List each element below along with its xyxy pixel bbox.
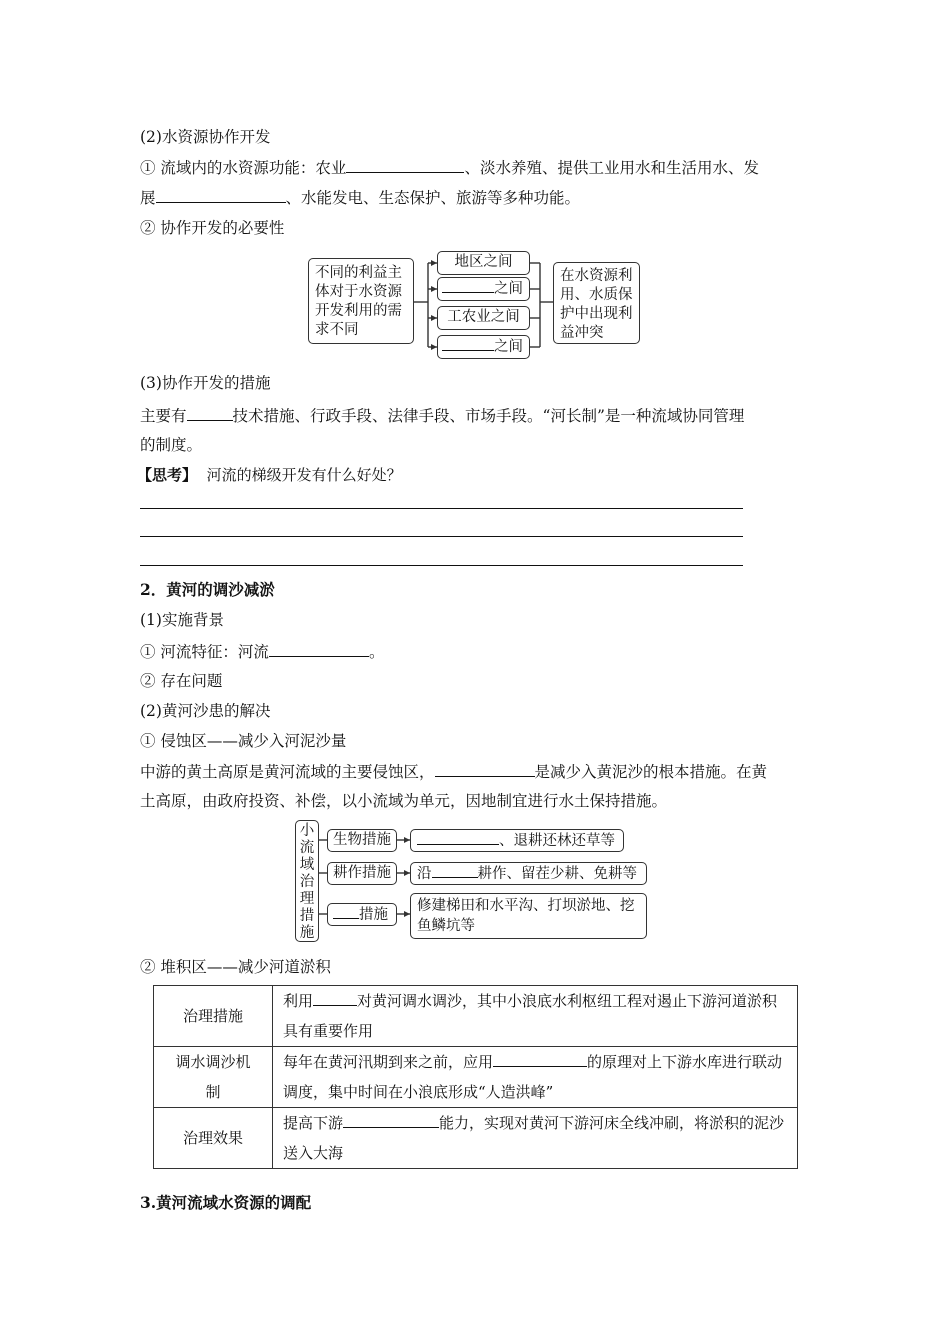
table-row bbox=[154, 1108, 798, 1169]
erosion-text-1: 中游的黄土高原是黄河流域的主要侵蚀区， 是减少入黄泥沙的根本措施。在黄 bbox=[140, 763, 768, 781]
diagram-stakeholders-box: 不同的利益主体对于水资源开发利用的需求不同 bbox=[308, 258, 414, 344]
measures-line-2: 的制度。 bbox=[140, 436, 203, 454]
heading-water-cooperation: (2)水资源协作开发 bbox=[140, 128, 271, 146]
tillage-measures-content: 沿 耕作、留茬少耕、免耕等 bbox=[410, 862, 647, 885]
tillage-measures-label: 耕作措施 bbox=[327, 862, 397, 885]
answer-line[interactable] bbox=[140, 508, 743, 509]
answer-line[interactable] bbox=[140, 565, 743, 566]
measures-line-1: 主要有 技术措施、行政手段、法律手段、市场手段。“河长制”是一种流域协同管理 bbox=[140, 407, 745, 425]
fill-blank[interactable] bbox=[442, 336, 494, 351]
fill-blank[interactable] bbox=[343, 1112, 439, 1128]
background-heading: (1)实施背景 bbox=[140, 611, 224, 629]
watershed-measures-vertical-label: 小 流 域 治 理 措 施 bbox=[295, 820, 319, 942]
fill-blank[interactable] bbox=[417, 830, 499, 845]
table-head-effect: 治理效果 bbox=[154, 1108, 273, 1169]
table-row bbox=[154, 986, 798, 1047]
sediment-control-table bbox=[153, 985, 798, 1169]
fill-blank[interactable] bbox=[269, 641, 369, 657]
think-question: 【思考】 河流的梯级开发有什么好处？ bbox=[137, 466, 402, 484]
biological-measures-content: 、退耕还林还草等 bbox=[410, 829, 624, 852]
engineering-measures-content: 修建梯田和水平沟、打坝淤地、挖鱼鳞坑等 bbox=[410, 893, 647, 939]
deposit-heading: ② 堆积区——减少河道淤积 bbox=[140, 958, 331, 976]
diagram-item-blank-1: 之间 bbox=[437, 277, 530, 301]
diagram-conflict-box: 在水资源利用、水质保护中出现利益冲突 bbox=[553, 262, 640, 344]
necessity-heading: ② 协作开发的必要性 bbox=[140, 219, 285, 237]
section-title-sediment: 2．黄河的调沙减淤 bbox=[140, 580, 275, 599]
river-feature-line: ① 河流特征：河流 。 bbox=[140, 643, 385, 661]
erosion-heading: ① 侵蚀区——减少入河泥沙量 bbox=[140, 732, 347, 750]
diagram-item-region: 地区之间 bbox=[437, 251, 530, 275]
biological-measures-label: 生物措施 bbox=[327, 829, 397, 852]
answer-line[interactable] bbox=[140, 536, 743, 537]
table-cell: 每年在黄河汛期到来之前，应用 的原理对上下游水库进行联动调度，集中时间在小浪底形成“人造洪峰” bbox=[273, 1047, 798, 1108]
table-cell: 利用 对黄河调水调沙，其中小浪底水利枢纽工程对遏止下游河道淤积具有重要作用 bbox=[273, 986, 798, 1047]
water-function-line-2: 展 、水能发电、生态保护、旅游等多种功能。 bbox=[140, 189, 581, 207]
diagram-item-blank-2: 之间 bbox=[437, 335, 530, 359]
water-function-line-1: ① 流域内的水资源功能：农业 、淡水养殖、提供工业用水和生活用水、发 bbox=[140, 159, 759, 177]
fill-blank[interactable] bbox=[187, 405, 233, 421]
problem-heading: ② 存在问题 bbox=[140, 672, 223, 690]
table-cell: 提高下游 能力，实现对黄河下游河床全线冲刷，将淤积的泥沙送入大海 bbox=[273, 1108, 798, 1169]
table-row bbox=[154, 1047, 798, 1108]
section-title-allocation: 3.黄河流域水资源的调配 bbox=[140, 1193, 312, 1212]
fill-blank[interactable] bbox=[313, 990, 357, 1006]
engineering-measures-label: 措施 bbox=[327, 903, 397, 926]
fill-blank[interactable] bbox=[432, 863, 478, 878]
erosion-text-2: 土高原，由政府投资、补偿，以小流域为单元，因地制宜进行水土保持措施。 bbox=[140, 792, 668, 810]
fill-blank[interactable] bbox=[493, 1051, 587, 1067]
diagram-item-industry-agriculture: 工农业之间 bbox=[437, 306, 530, 330]
table-head-mechanism: 调水调沙机制 bbox=[154, 1047, 273, 1108]
fill-blank[interactable] bbox=[333, 904, 359, 919]
solve-heading: (2)黄河沙患的解决 bbox=[140, 702, 271, 720]
fill-blank[interactable] bbox=[442, 278, 494, 293]
fill-blank[interactable] bbox=[435, 761, 535, 777]
table-head-measures: 治理措施 bbox=[154, 986, 273, 1047]
measures-heading: (3)协作开发的措施 bbox=[140, 374, 271, 392]
